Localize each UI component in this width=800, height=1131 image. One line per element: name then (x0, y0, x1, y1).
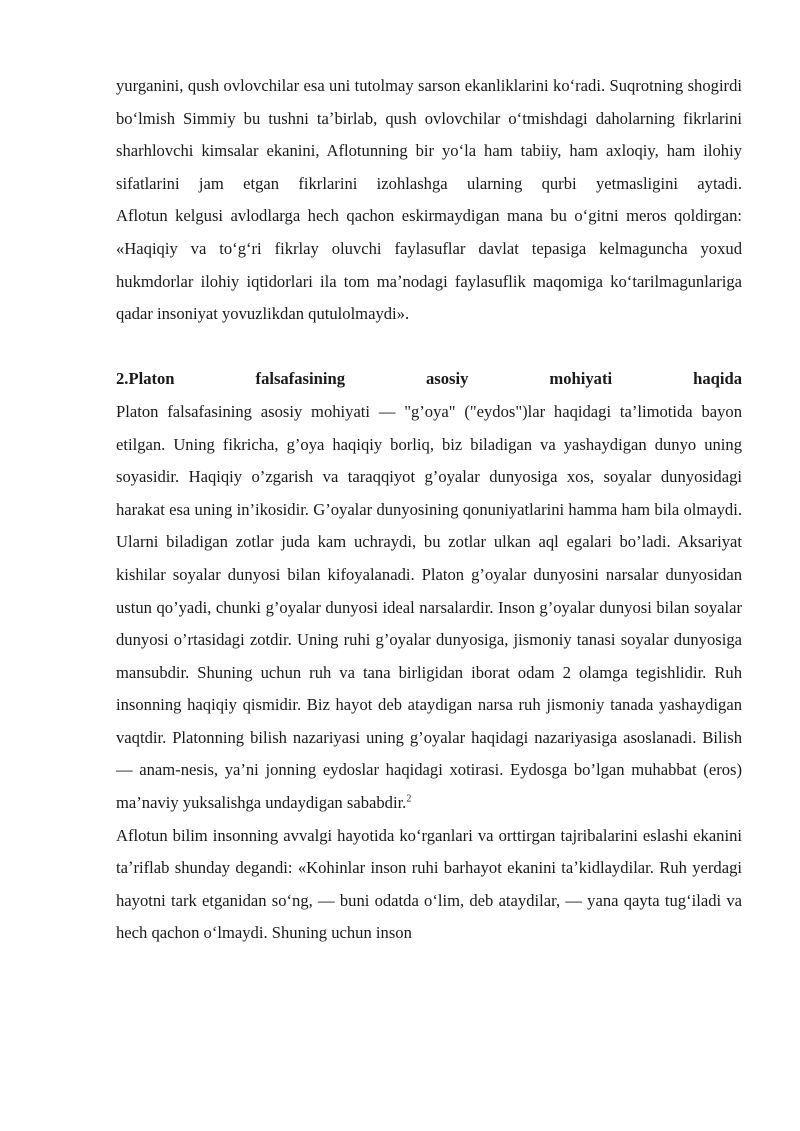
paragraph-aflotun-knowledge: Aflotun bilim insonning avvalgi hayotida koʻrganlari va orttirgan tajribalarini eslashi ekanini taʼriflab shunday degandi: «Kohinlar inson ruhi barhayot ekanini taʼkidlaydilar. Ruh yerdagi hayotni tark etganidan soʻng, — buni odatda oʻlim, deb ataydilar, — yana qayta tugʻiladi va hech qachon oʻlmaydi. Shuning uchun inson (116, 825, 742, 943)
footnote-marker: 2 (406, 793, 412, 805)
paragraph-platon-essence-text: Platon falsafasining asosiy mohiyati — "g’oya" ("eydos")lar haqidagi ta’limotida bayon etilgan. Uning fikricha, g’oya haqiqiy borliq, biz biladigan va yashaydigan dunyo uning soyasidir. Haqiqiy o’zgarish va taraqqiyot g’oyalar dunyosiga xos, soyalar dunyosidagi harakat esa uning in’ikosidir. G’oyalar dunyosining qonuniyatlarini hamma ham bila olmaydi. Ularni biladigan zotlar juda kam uchraydi, bu zotlar ulkan aql egalari bo’ladi. Aksariyat kishilar soyalar dunyosi bilan kifoyalanadi. Platon g’oyalar dunyosini narsalar dunyosidan ustun qo’yadi, chunki g’oyalar dunyosi ideal narsalardir. Inson g’oyalar dunyosi bilan soyalar dunyosi o’rtasidagi zotdir. Uning ruhi g’oyalar dunyosiga, jismoniy tanasi soyalar dunyosiga mansubdir. Shuning uchun ruh va tana birligidan iborat odam 2 olamga tegishlidir. Ruh insonning haqiqiy qismidir. Biz hayot deb ataydigan narsa ruh jismoniy tanada yashaydigan vaqtdir. Platonning bilish nazariyasi uning g’oyalar haqidagi nazariyasiga asoslanadi. Bilish — anam-nesis, ya’ni jonning eydoslar haqidagi xotirasi. Eydosga bo’lgan muhabbat (eros) ma’naviy yuksalishga undaydigan sababdir. (116, 401, 742, 813)
paragraph-aflotun-legacy: Aflotun kelgusi avlodlarga hech qachon eskirmaydigan mana bu oʻgitni meros qoldirgan: «Haqiqiy va toʻgʻri fikrlay oluvchi faylasuflar davlat tepasiga kelmaguncha yoxud hukmdorlar ilohiy iqtidorlari ila tom maʼnodagi faylasuflik maqomiga koʻtarilmagunlariga qadar insoniyat yovuzlikdan qutulolmaydi». (116, 206, 742, 324)
section-heading: 2.Platon falsafasining asosiy mohiyati haqida (116, 369, 742, 389)
document-page (116, 70, 742, 950)
paragraph-platon-essence (116, 396, 742, 820)
paragraph-dream-interpretation: yurganini, qush ovlovchilar esa uni tutolmay sarson ekanliklarini koʻradi. Suqrotning shogirdi boʻlmish Simmiy bu tushni taʼbirlab, qush ovlovchilar oʻtmishdagi daholarning fikrlarini sharhlovchi kimsalar ekanini, Aflotunning bir yoʻla ham tabiiy, ham axloqiy, ham ilohiy sifatlarini jam etgan fikrlarini izohlashga ularning qurbi yetmasligini aytadi. (116, 76, 742, 193)
paragraph-spacer (116, 331, 742, 364)
